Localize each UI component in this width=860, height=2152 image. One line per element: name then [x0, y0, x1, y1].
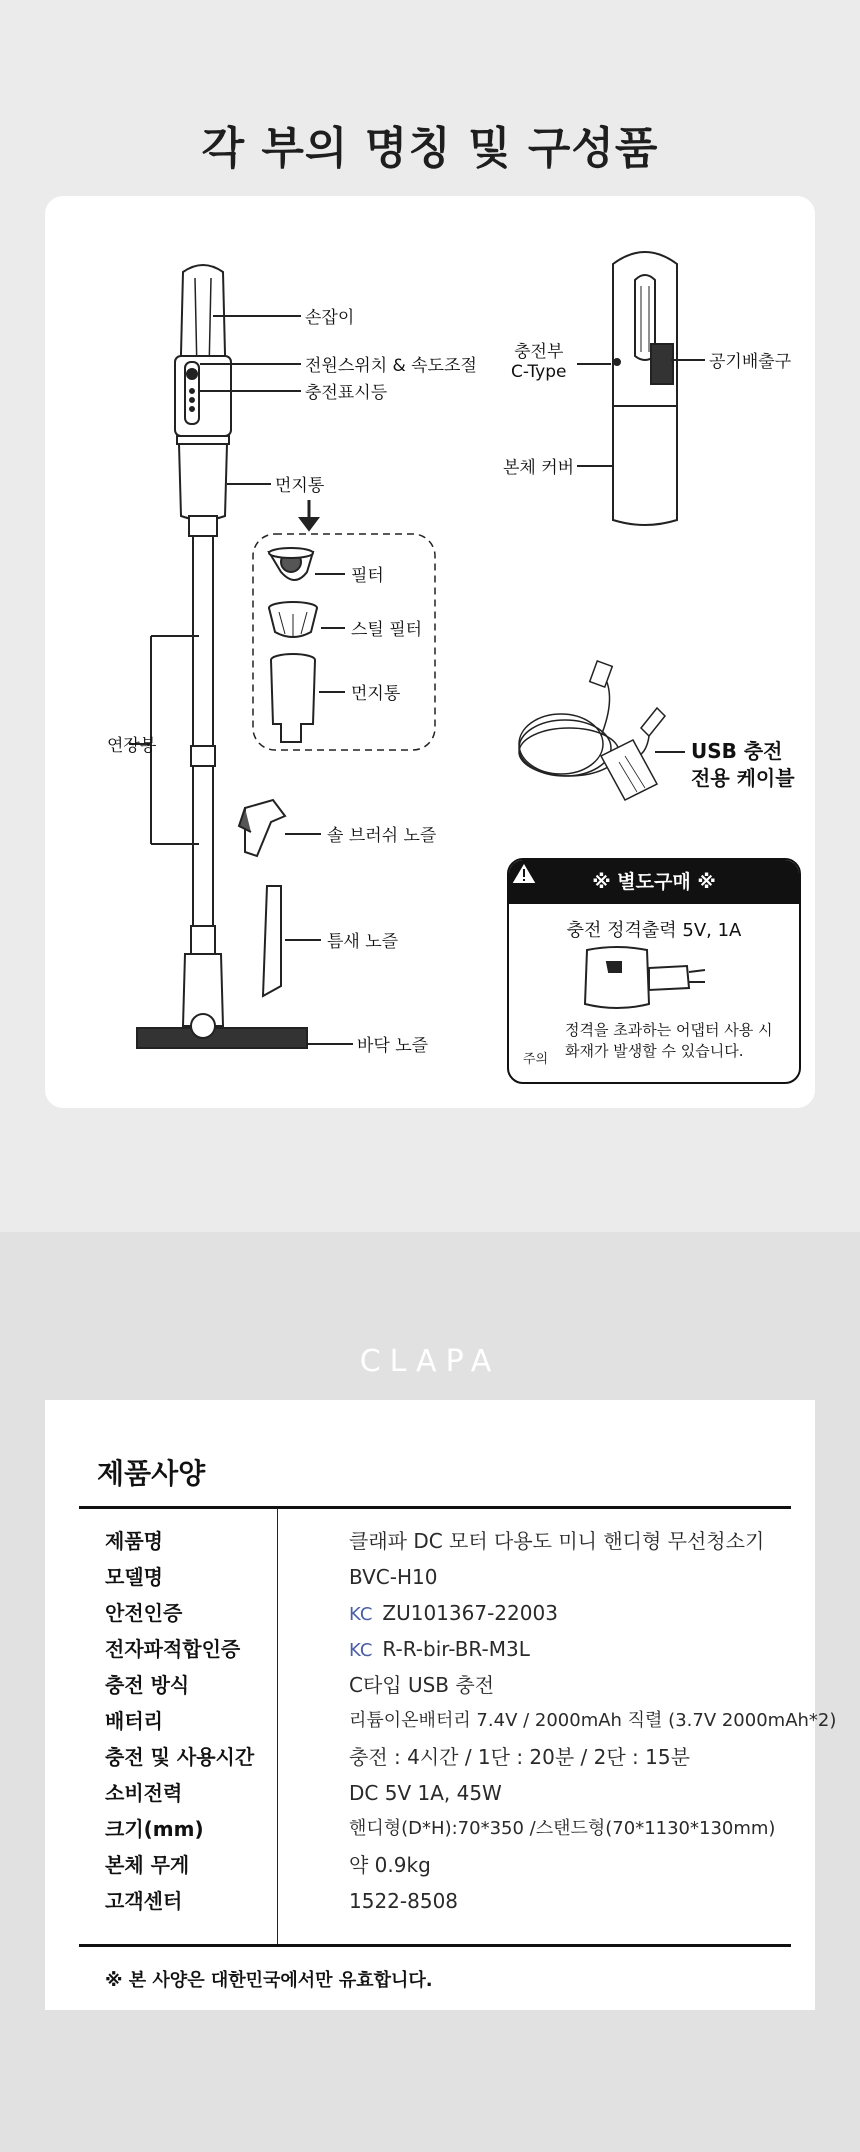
label-extension: 연장봉 [107, 736, 157, 756]
spec-key: 충전 방식 [105, 1673, 190, 1697]
brand-logo: CLAPA [359, 1344, 501, 1379]
label-usb-cable: USB 충전 전용 케이블 [691, 739, 795, 790]
separate-purchase-heading: ※ 별도구매 ※ [509, 860, 799, 904]
spec-key: 모델명 [105, 1565, 163, 1589]
spec-key: 전자파적합인증 [105, 1637, 241, 1661]
label-steel-filter: 스틸 필터 [351, 620, 423, 640]
crevice-nozzle-drawing [263, 886, 281, 996]
spec-note: ※ 본 사양은 대한민국에서만 유효합니다. [105, 1970, 433, 1991]
spec-title: 제품사양 [97, 1457, 206, 1490]
spec-key: 고객센터 [105, 1889, 183, 1913]
page-title: 각 부의 명칭 및 구성품 [201, 123, 659, 174]
spec-bottom-rule [79, 1944, 791, 1947]
spec-row [79, 1523, 791, 1559]
spec-key: 충전 및 사용시간 [105, 1745, 255, 1769]
spec-value: C타입 USB 충전 [349, 1673, 495, 1697]
label-dust-bin-part: 먼지통 [351, 684, 401, 704]
spec-value: BVC-H10 [349, 1565, 438, 1589]
spec-row [79, 1559, 791, 1595]
spec-value [311, 1631, 530, 1669]
components-diagram-card [45, 196, 815, 1108]
spec-value-text: R-R-bir-BR-M3L [382, 1637, 530, 1661]
separate-purchase-box [507, 858, 801, 1084]
kc-mark-icon: KC [349, 1640, 373, 1661]
handy-vacuum-drawing [613, 252, 677, 525]
dust-bin-drawing [271, 654, 315, 742]
warning-icon [509, 860, 539, 888]
spec-key: 배터리 [105, 1709, 163, 1733]
spec-row [79, 1595, 791, 1631]
spec-row [79, 1631, 791, 1667]
label-body-cover: 본체 커버 [503, 458, 575, 478]
spec-row [79, 1703, 837, 1739]
label-charge-port: 충전부 C-Type [511, 342, 567, 382]
spec-card [45, 1400, 837, 2010]
label-exhaust: 공기배출구 [709, 352, 792, 372]
spec-row [79, 1667, 791, 1703]
spec-value: 약 0.9kg [349, 1853, 431, 1877]
spec-row [79, 1847, 791, 1883]
spec-row [79, 1739, 791, 1775]
warning-word: 주의 [523, 1052, 549, 1067]
spec-value: 1522-8508 [349, 1889, 459, 1913]
spec-key: 제품명 [105, 1529, 163, 1553]
spec-row [79, 1775, 791, 1811]
label-crevice-nozzle: 틈새 노즐 [327, 932, 399, 952]
spec-value: 리튬이온배터리 7.4V / 2000mAh 직렬 (3.7V 2000mAh*2) [349, 1710, 837, 1731]
usb-cable-drawing [519, 661, 665, 800]
spec-row [79, 1811, 791, 1847]
spec-top-rule [79, 1506, 791, 1509]
spec-value: 충전 : 4시간 / 1단 : 20분 / 2단 : 15분 [349, 1745, 690, 1769]
spec-key: 크기(mm) [105, 1817, 204, 1841]
label-brush-nozzle: 솔 브러쉬 노즐 [327, 826, 437, 846]
kc-mark-icon: KC [349, 1604, 373, 1625]
label-floor-nozzle: 바닥 노즐 [357, 1036, 429, 1056]
spec-row [79, 1883, 791, 1919]
spec-key: 안전인증 [105, 1601, 183, 1625]
label-filter: 필터 [351, 566, 384, 586]
steel-filter-drawing [269, 602, 317, 638]
spec-value: 클래파 DC 모터 다용도 미니 핸디형 무선청소기 [349, 1529, 765, 1553]
label-handle: 손잡이 [305, 308, 355, 328]
filter-drawing [269, 548, 313, 580]
spec-value-text: ZU101367-22003 [382, 1601, 558, 1625]
spec-section [0, 1232, 860, 2152]
spec-value: 핸디형(D*H):70*350 /스탠드형(70*1130*130mm) [349, 1818, 776, 1839]
spec-key: 본체 무게 [105, 1853, 190, 1877]
spec-key: 소비전력 [105, 1781, 183, 1805]
spec-value [311, 1595, 558, 1633]
warning-text: 정격을 초과하는 어댑터 사용 시 화재가 발생할 수 있습니다. [565, 1021, 773, 1060]
charger-spec: 충전 정격출력 5V, 1A [566, 920, 742, 941]
brush-nozzle-drawing [239, 800, 285, 856]
label-power-switch: 전원스위치 & 속도조절 [305, 356, 477, 376]
spec-value: DC 5V 1A, 45W [349, 1781, 502, 1805]
label-charge-indicator: 충전표시등 [305, 383, 388, 403]
label-dust-bin: 먼지통 [275, 476, 325, 496]
